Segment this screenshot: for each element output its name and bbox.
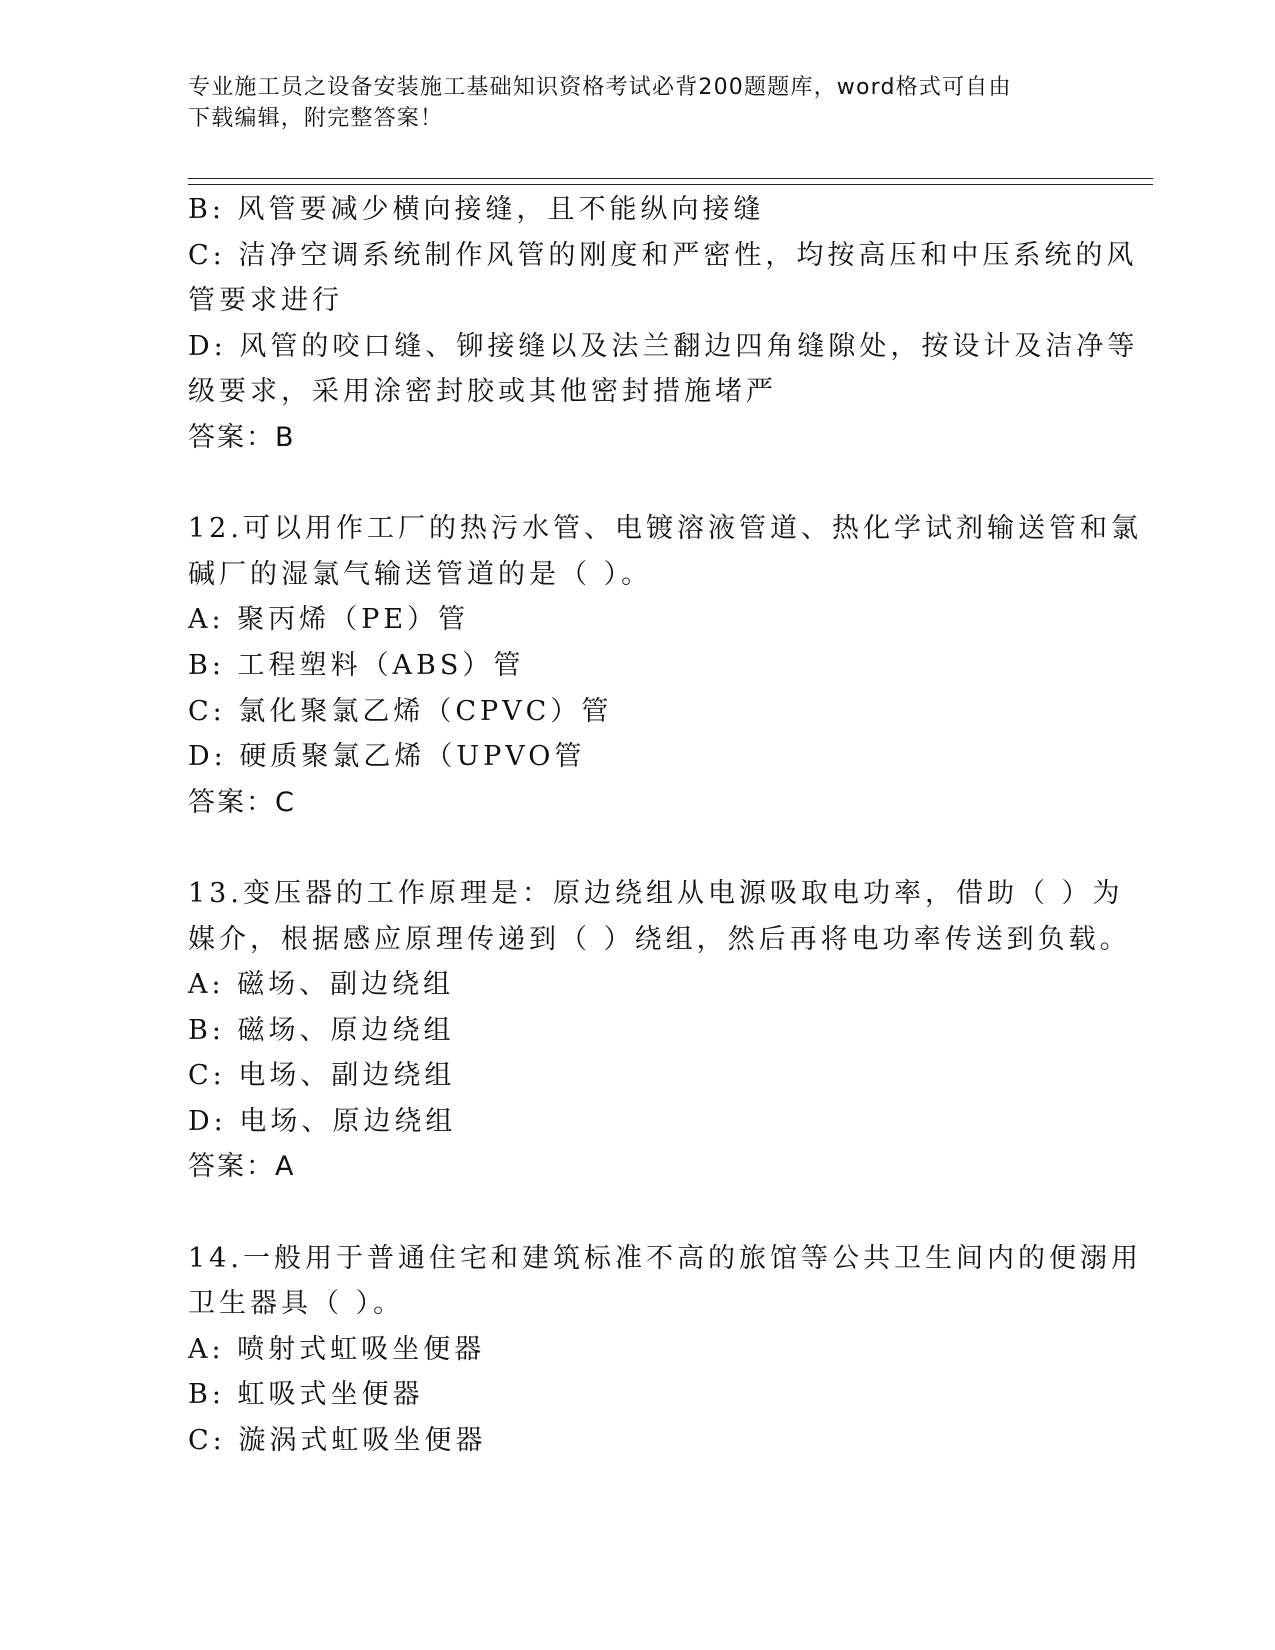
q11-option-b: B: 风管要减少横向接缝，且不能纵向接缝 [188, 194, 765, 225]
q13-stem-line-2: 媒介，根据感应原理传递到（ ）绕组，然后再将电功率传送到负载。 [188, 923, 1131, 955]
q11-option-d-line-2: 级要求，采用涂密封胶或其他密封措施堵严 [188, 376, 777, 408]
q12-option-a: A: 聚丙烯（PE）管 [188, 604, 470, 636]
spacer [188, 461, 1088, 507]
header-title-line-2: 下载编辑，附完整答案！ [188, 106, 444, 131]
q13-option-b: B: 磁场、原边绕组 [188, 1014, 455, 1046]
q11-option-c-line-2: 管要求进行 [188, 285, 343, 317]
question-12 [188, 506, 1142, 825]
question-13 [188, 871, 1131, 1190]
header-divider-top [188, 178, 1153, 179]
q11-option-c-line-1: C: 洁净空调系统制作风管的刚度和严密性，均按高压和中压系统的风 [188, 239, 1138, 271]
q11-answer: 答案：B [188, 421, 296, 453]
q13-answer: 答案：A [188, 1151, 296, 1183]
q12-stem-line-2: 碱厂的湿氯气输送管道的是（ ）。 [188, 558, 653, 590]
question-11-tail [188, 187, 1139, 461]
q14-option-a: A: 喷射式虹吸坐便器 [188, 1333, 486, 1365]
q12-option-c: C: 氯化聚氯乙烯（CPVC）管 [188, 695, 613, 727]
spacer [188, 825, 1088, 871]
question-14 [188, 1236, 1142, 1464]
q14-stem-line-1: 14.一般用于普通住宅和建筑标准不高的旅馆等公共卫生间内的便溺用 [188, 1242, 1142, 1274]
q14-option-c: C: 漩涡式虹吸坐便器 [188, 1425, 487, 1457]
q12-option-d: D: 硬质聚氯乙烯（UPVO管 [188, 741, 586, 773]
q13-option-a: A: 磁场、副边绕组 [188, 969, 455, 1001]
q11-option-d-line-1: D: 风管的咬口缝、铆接缝以及法兰翻边四角缝隙处，按设计及洁净等 [188, 330, 1139, 362]
q13-option-c: C: 电场、副边绕组 [188, 1060, 456, 1092]
header-divider-bottom [188, 184, 1153, 185]
q13-stem-line-1: 13.变压器的工作原理是：原边绕组从电源吸取电功率，借助（ ）为 [188, 877, 1124, 909]
spacer [188, 1190, 1088, 1236]
q13-option-d: D: 电场、原边绕组 [188, 1105, 457, 1137]
q14-option-b: B: 虹吸式坐便器 [188, 1379, 424, 1411]
q12-option-b: B: 工程塑料（ABS）管 [188, 649, 525, 681]
header-title-line-1: 专业施工员之设备安装施工基础知识资格考试必背200题题库，word格式可自由 [188, 75, 1012, 100]
q12-answer: 答案：C [188, 786, 296, 818]
q12-stem-line-1: 12.可以用作工厂的热污水管、电镀溶液管道、热化学试剂输送管和氯 [188, 513, 1142, 545]
q14-stem-line-2: 卫生器具（ ）。 [188, 1288, 405, 1320]
document-header [188, 72, 1088, 134]
question-content [188, 187, 1142, 1464]
